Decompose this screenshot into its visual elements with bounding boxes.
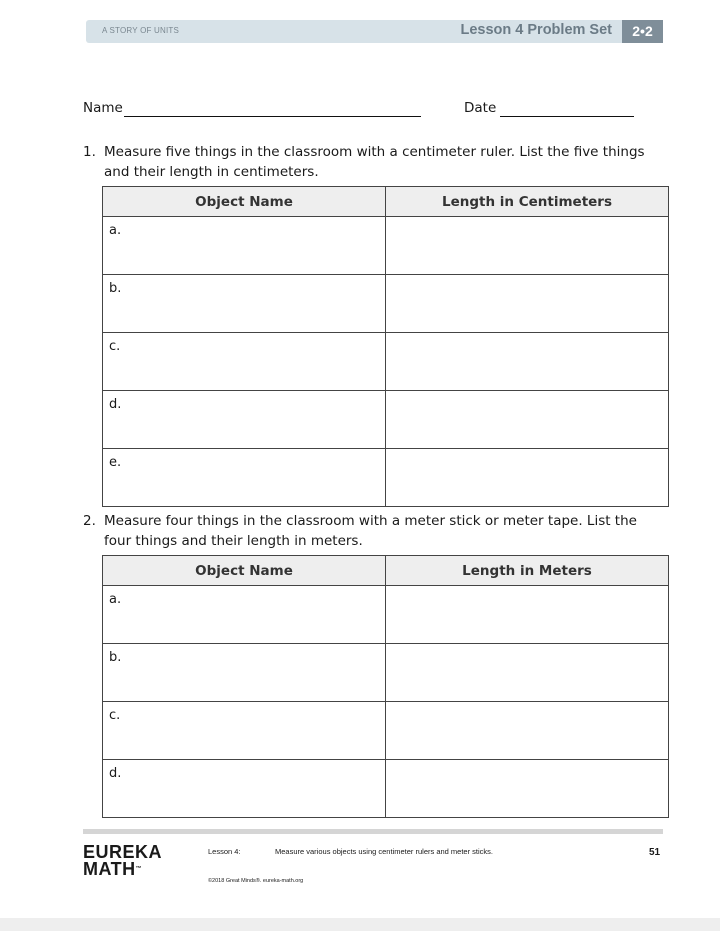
date-field[interactable] [500,116,634,117]
eureka-math-logo [83,844,162,878]
question-text: Measure five things in the classroom with a centimeter ruler. List the five things and their length in centimeters. [104,144,645,180]
table-row [103,333,669,391]
series-title: A STORY OF UNITS [102,26,179,35]
table-row [103,217,669,275]
trademark: ™ [135,866,143,872]
object-cell[interactable]: a. [103,217,386,275]
table-header-row [103,187,669,217]
table-row [103,275,669,333]
logo-line-1: EUREKA [83,842,163,862]
name-label: Name [83,100,123,116]
table-row [103,449,669,507]
table-header-row [103,556,669,586]
footer-description: Measure various objects using centimeter rulers and meter sticks. [275,847,494,856]
column-header-length: Length in Meters [386,556,669,586]
length-cell[interactable] [386,760,669,818]
column-header-object: Object Name [103,187,386,217]
header-bar [86,20,663,43]
question-number: 1. [83,144,96,160]
object-cell[interactable]: d. [103,760,386,818]
length-cell[interactable] [386,644,669,702]
meter-table [102,555,669,818]
object-cell[interactable]: c. [103,702,386,760]
footer-copyright: ©2018 Great Minds®. eureka-math.org [208,878,304,884]
object-cell[interactable]: b. [103,644,386,702]
table-row [103,760,669,818]
object-cell[interactable]: d. [103,391,386,449]
length-cell[interactable] [386,217,669,275]
lesson-title: Lesson 4 Problem Set [460,22,612,38]
footer-lesson: Lesson 4: [208,847,241,856]
column-header-length: Length in Centimeters [386,187,669,217]
length-cell[interactable] [386,391,669,449]
length-cell[interactable] [386,333,669,391]
table-row [103,644,669,702]
centimeter-table [102,186,669,507]
column-header-object: Object Name [103,556,386,586]
table-row [103,391,669,449]
question-text: Measure four things in the classroom with a meter stick or meter tape. List the four things and their length in meters. [104,513,637,549]
length-cell[interactable] [386,586,669,644]
module-badge: 2•2 [622,20,663,43]
length-cell[interactable] [386,449,669,507]
length-cell[interactable] [386,275,669,333]
length-cell[interactable] [386,702,669,760]
table-row [103,586,669,644]
object-cell[interactable]: a. [103,586,386,644]
object-cell[interactable]: c. [103,333,386,391]
question-number: 2. [83,513,96,529]
page-number: 51 [649,847,661,858]
object-cell[interactable]: b. [103,275,386,333]
table-row [103,702,669,760]
logo-line-2: MATH [83,859,136,879]
object-cell[interactable]: e. [103,449,386,507]
footer-divider [83,829,663,834]
date-label: Date [464,100,497,116]
name-field[interactable] [124,116,421,117]
name-date-row [83,100,643,120]
bottom-strip [0,918,720,931]
